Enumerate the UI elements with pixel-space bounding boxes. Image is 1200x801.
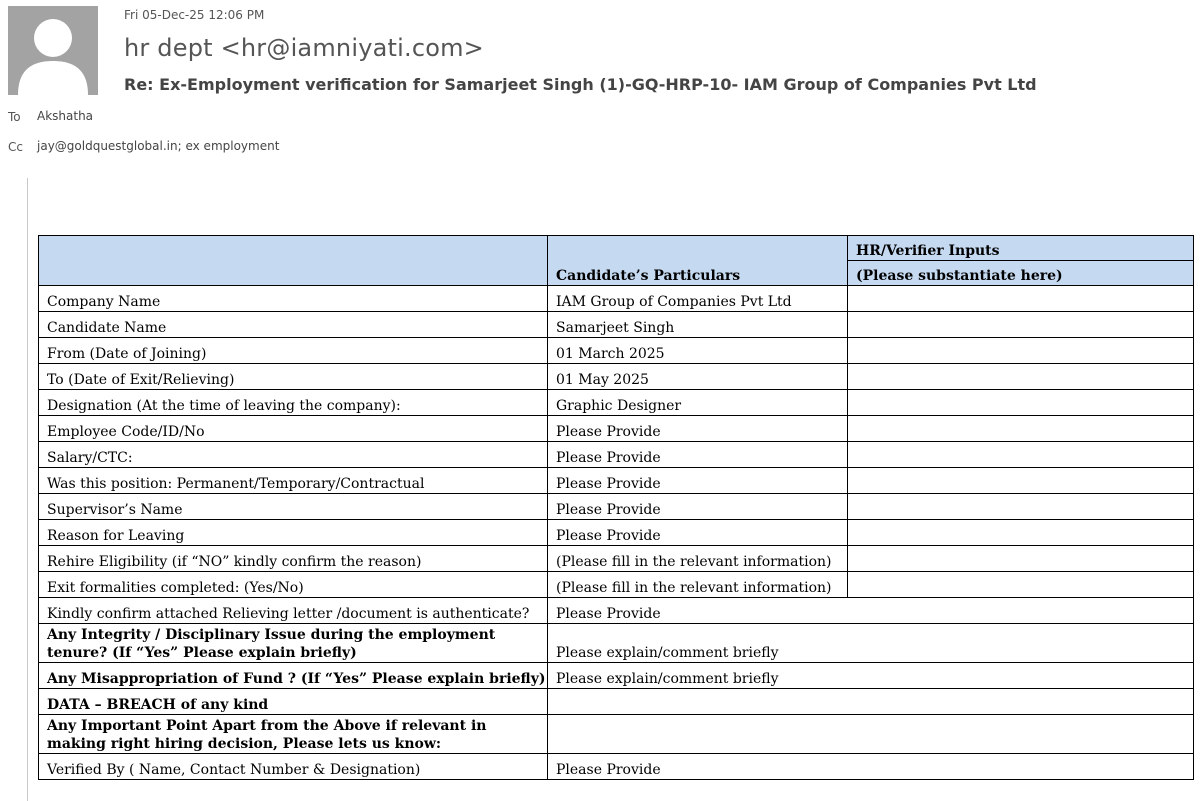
header-blank-cell [39, 236, 548, 286]
row-value[interactable] [548, 715, 1194, 754]
row-value[interactable]: Please Provide [548, 754, 1194, 780]
row-label: Was this position: Permanent/Temporary/Contractual [39, 468, 548, 494]
verifier-input-cell[interactable] [848, 338, 1194, 364]
verifier-input-cell[interactable] [848, 312, 1194, 338]
to-label: To [8, 110, 21, 124]
row-value: Please Provide [548, 416, 848, 442]
email-sender[interactable]: hr dept <hr@iamniyati.com> [124, 34, 484, 62]
row-value: Graphic Designer [548, 390, 848, 416]
verification-table [38, 235, 1194, 780]
row-label: Salary/CTC: [39, 442, 548, 468]
row-value: 01 March 2025 [548, 338, 848, 364]
row-value[interactable]: Please explain/comment briefly [548, 663, 1194, 689]
row-label: Any Integrity / Disciplinary Issue during the employment tenure? (If “Yes” Please explain briefly) [39, 624, 548, 663]
row-label: Verified By ( Name, Contact Number & Designation) [39, 754, 548, 780]
person-icon [8, 6, 98, 95]
email-subject: Re: Ex-Employment verification for Samarjeet Singh (1)-GQ-HRP-10- IAM Group of Companies Pvt Ltd [124, 75, 1037, 94]
verifier-input-cell[interactable] [848, 390, 1194, 416]
row-value[interactable]: Please Provide [548, 598, 1194, 624]
row-label: Kindly confirm attached Relieving letter /document is authenticate? [39, 598, 548, 624]
cc-label: Cc [8, 140, 23, 154]
table-row [39, 312, 1194, 338]
row-label: To (Date of Exit/Relieving) [39, 364, 548, 390]
row-value: (Please fill in the relevant information) [548, 572, 848, 598]
row-value: Please Provide [548, 494, 848, 520]
table-row [39, 754, 1194, 780]
table-row [39, 520, 1194, 546]
table-row [39, 364, 1194, 390]
row-label: DATA – BREACH of any kind [39, 689, 548, 715]
table-row [39, 390, 1194, 416]
row-value: Please Provide [548, 468, 848, 494]
table-row [39, 442, 1194, 468]
row-value: Please Provide [548, 442, 848, 468]
table-row [39, 338, 1194, 364]
table-row [39, 572, 1194, 598]
quote-divider [27, 178, 28, 801]
verifier-input-cell[interactable] [848, 416, 1194, 442]
row-value: Please Provide [548, 520, 848, 546]
row-value[interactable]: Please explain/comment briefly [548, 624, 1194, 663]
row-value: 01 May 2025 [548, 364, 848, 390]
table-row [39, 598, 1194, 624]
verifier-input-cell[interactable] [848, 468, 1194, 494]
row-label: Employee Code/ID/No [39, 416, 548, 442]
row-label: Exit formalities completed: (Yes/No) [39, 572, 548, 598]
verifier-input-cell[interactable] [848, 442, 1194, 468]
candidate-particulars-header: Candidate’s Particulars [548, 236, 848, 286]
verifier-input-cell[interactable] [848, 494, 1194, 520]
email-date: Fri 05-Dec-25 12:06 PM [124, 8, 265, 22]
table-row [39, 416, 1194, 442]
verifier-input-cell[interactable] [848, 286, 1194, 312]
row-value[interactable] [548, 689, 1194, 715]
sender-avatar [8, 6, 98, 95]
verifier-input-cell[interactable] [848, 364, 1194, 390]
to-recipient[interactable]: Akshatha [37, 109, 94, 123]
table-row [39, 715, 1194, 754]
cc-recipients[interactable]: jay@goldquestglobal.in; ex employment [37, 139, 280, 153]
row-label: Any Important Point Apart from the Above if relevant in making right hiring decision, Please lets us know: [39, 715, 548, 754]
table-row [39, 663, 1194, 689]
verifier-input-cell[interactable] [848, 546, 1194, 572]
row-value: Samarjeet Singh [548, 312, 848, 338]
row-label: Designation (At the time of leaving the company): [39, 390, 548, 416]
table-row [39, 546, 1194, 572]
row-value: (Please fill in the relevant information) [548, 546, 848, 572]
row-label: Any Misappropriation of Fund ? (If “Yes” Please explain briefly) [39, 663, 548, 689]
table-row [39, 689, 1194, 715]
table-row [39, 494, 1194, 520]
row-label: Reason for Leaving [39, 520, 548, 546]
row-value: IAM Group of Companies Pvt Ltd [548, 286, 848, 312]
hr-verifier-inputs-header: HR/Verifier Inputs [848, 236, 1194, 261]
table-row [39, 468, 1194, 494]
row-label: From (Date of Joining) [39, 338, 548, 364]
row-label: Candidate Name [39, 312, 548, 338]
verifier-input-cell[interactable] [848, 520, 1194, 546]
row-label: Supervisor’s Name [39, 494, 548, 520]
verifier-input-cell[interactable] [848, 572, 1194, 598]
table-header-row-1 [39, 236, 1194, 261]
row-label: Company Name [39, 286, 548, 312]
row-label: Rehire Eligibility (if “NO” kindly confirm the reason) [39, 546, 548, 572]
table-row [39, 286, 1194, 312]
table-row [39, 624, 1194, 663]
substantiate-header: (Please substantiate here) [848, 261, 1194, 286]
